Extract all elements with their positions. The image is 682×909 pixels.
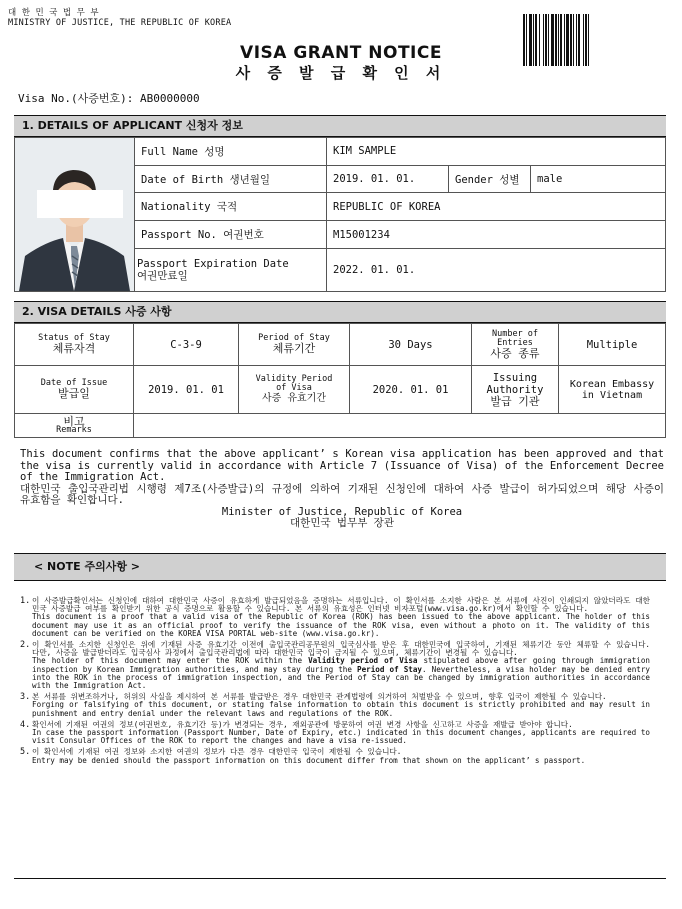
note-1-ko: 이 사증발급확인서는 신청인에 대하여 대한민국 사증이 유효하게 발급되었음을 증명하는 서류입니다. 이 확인서를 소지한 사람은 본 서류에 사진이 인쇄되지 않았더라도 대한민국 사증발급 여부를 확인받기 위한 공식 증명으로 활용할 수 있습니다. 본 서류의 유효성은 인터넷 비자포털(www.visa.go.kr)에서 확인할 수 있습니다. bbox=[32, 596, 650, 614]
note-4-en: In case the passport information (Passport Number, Date of Expiry, etc.) indicated in this document changes, applicants are required to visit Consular Offices of the ROK to report the changes and have a visa re-issued. bbox=[32, 728, 650, 746]
gender-value: male bbox=[531, 165, 666, 193]
period-of-stay-label bbox=[239, 324, 350, 366]
entries-label-ko: 사증 종류 bbox=[490, 346, 540, 360]
issuing-authority-label bbox=[472, 366, 559, 414]
validity-period-value: 2020. 01. 01 bbox=[350, 366, 472, 414]
full-name-label: Full Name 성명 bbox=[135, 138, 327, 166]
validity-period-label-ko: 사증 유효기간 bbox=[262, 393, 326, 404]
date-of-issue-value: 2019. 01. 01 bbox=[134, 366, 239, 414]
note-2-en bbox=[32, 657, 650, 690]
note-5-ko: 이 확인서에 기재된 여권 정보와 소지한 여권의 정보가 다른 경우 대한민국 입국이 제한될 수 있습니다. bbox=[32, 747, 402, 757]
document-title-en: VISA GRANT NOTICE bbox=[240, 43, 442, 63]
note-1-en: This document is a proof that a valid visa of the Republic of Korea (ROK) has been issued to the above applicant. The holder of this document may use it as an official proof to verify the issuance of the ROK visa, even without a photo on it. The validity of this document can be verified on the KOREA VISA PORTAL web-site (www.visa.go.kr). bbox=[32, 612, 650, 638]
remarks-label-en: Remarks bbox=[56, 425, 92, 435]
entries-label-en: Number of Entries bbox=[491, 328, 539, 348]
section-visa-header: 2. VISA DETAILS 사증 사항 bbox=[14, 301, 666, 323]
date-of-issue-label-en: Date of Issue bbox=[40, 378, 108, 388]
signer-en: Minister of Justice, Republic of Korea bbox=[221, 505, 463, 518]
date-of-issue-label-ko: 발급일 bbox=[58, 387, 90, 400]
list-item: 5. 이 확인서에 기재된 여권 정보와 소지한 여권의 정보가 다른 경우 대한민국 입국이 제한될 수 있습니다. Entry may be denied should the passport information on this document differ from that shown on the applicant’ s passport. bbox=[20, 748, 650, 764]
table-row bbox=[15, 414, 666, 438]
note-5-en: Entry may be denied should the passport information on this document differ from that shown on the applicant’ s passport. bbox=[32, 755, 586, 765]
status-of-stay-value: C-3-9 bbox=[134, 324, 239, 366]
note-2-en-bold: Validity period of Visa bbox=[308, 656, 418, 666]
privacy-mask bbox=[37, 190, 123, 218]
entries-label bbox=[472, 324, 559, 366]
ministry-header bbox=[8, 8, 231, 28]
validity-period-label-en: Validity Period of Visa bbox=[255, 374, 333, 393]
confirmation-text bbox=[20, 449, 664, 530]
issuing-authority-label-en: Issuing Authority bbox=[486, 371, 544, 396]
list-item: 1. 이 사증발급확인서는 신청인에 대하여 대한민국 사증이 유효하게 발급되었음을 증명하는 서류입니다. 이 확인서를 소지한 사람은 본 서류에 사진이 인쇄되지 않았더라도 대한민국 사증발급 여부를 확인받기 위한 공식 증명으로 활용할 수 있습니다. 본 서류의 유효성은 인터넷 비자포털(www.visa.go.kr)에서 확인할 수 있습니다. This document is a proof that a valid visa of the Republic of Korea (ROK) has been issued to the above applicant. The holder of this document may use it as an official proof to verify the issuance of the ROK visa, even without a photo on it. The validity of this document can be verified on the KOREA VISA PORTAL web-site (www.visa.go.kr). bbox=[20, 596, 650, 638]
dob-label: Date of Birth 생년월일 bbox=[135, 165, 327, 193]
signer-ko: 대한민국 법무부 장관 bbox=[290, 517, 394, 529]
remarks-label-ko: 비고 bbox=[63, 415, 85, 428]
period-of-stay-label-ko: 체류기간 bbox=[272, 342, 316, 355]
passport-expiration-label-en: Passport Expiration Date bbox=[137, 257, 289, 270]
period-of-stay-label-en: Period of Stay bbox=[258, 333, 330, 343]
ministry-name-ko: 대 한 민 국 법 무 부 bbox=[8, 8, 99, 18]
note-2-ko: 이 확인서를 소지한 신청인은 위에 기재된 사증 유효기간 이전에 출입국관리공무원의 입국심사를 받은 후 대한민국에 입국하여, 기재된 체류기간 동안 체류할 수 있습니다. 다만, 사증을 발급받더라도 입국심사 과정에서 출입국관리법에 따라 대한민국 입국이 금지될 수 있으며, 체류기간이 변경될 수 있습니다. bbox=[32, 640, 650, 658]
status-of-stay-label bbox=[15, 324, 134, 366]
confirmation-en: This document confirms that the above applicant’ s Korean visa application has been approved and that the visa is currently valid in accordance with Article 7 (Issuance of Visa) of the Enforcement Decree of the Immigration Act. bbox=[20, 448, 664, 483]
ministry-name-en: MINISTRY OF JUSTICE, THE REPUBLIC OF KOREA bbox=[8, 18, 232, 28]
dob-value: 2019. 01. 01. bbox=[327, 165, 449, 193]
nationality-label: Nationality 국적 bbox=[135, 193, 327, 221]
entries-value: Multiple bbox=[559, 324, 666, 366]
table-row bbox=[15, 324, 666, 366]
period-of-stay-value: 30 Days bbox=[350, 324, 472, 366]
passport-expiration-value: 2022. 01. 01. bbox=[327, 248, 666, 291]
bottom-divider bbox=[14, 878, 666, 879]
issuing-authority-label-ko: 발급 기관 bbox=[490, 394, 540, 408]
nationality-value: REPUBLIC OF KOREA bbox=[327, 193, 666, 221]
remarks-value bbox=[134, 414, 666, 438]
note-2-en-part: . Nevertheless, a visa holder may be denied entry into the ROK in the process of immigration inspection, and the Period of Stay can be changed by immigration authorities in accordance with the Immigration Act. bbox=[32, 664, 650, 691]
list-item: 2. 이 확인서를 소지한 신청인은 위에 기재된 사증 유효기간 이전에 출입국관리공무원의 입국심사를 받은 후 대한민국에 입국하여, 기재된 체류기간 동안 체류할 수 있습니다. 다만, 사증을 발급받더라도 입국심사 과정에서 출입국관리법에 따라 대한민국 입국이 금지될 수 있으며, 체류기간이 변경될 수 있습니다. The holder of this document may enter the ROK within the Validity period of Visa stipulated above after going through immigration inspection by Korean Immigration authorities, and may stay during the Period of Stay. Nevertheless, a visa holder may be denied entry into the ROK in the process of immigration inspection, and the Period of Stay can be changed by immigration authorities in accordance with the Immigration Act. bbox=[20, 640, 650, 691]
visa-details-table bbox=[14, 323, 666, 438]
validity-period-label bbox=[239, 366, 350, 414]
applicant-table bbox=[14, 137, 666, 292]
passport-number-label: Passport No. 여권번호 bbox=[135, 221, 327, 249]
date-of-issue-label bbox=[15, 366, 134, 414]
applicant-photo bbox=[15, 138, 134, 291]
passport-expiration-label bbox=[135, 248, 327, 291]
table-row bbox=[15, 138, 666, 166]
section-applicant-header: 1. DETAILS OF APPLICANT 신청자 정보 bbox=[14, 115, 666, 137]
note-3-ko: 본 서류를 위변조하거나, 허위의 사실을 제시하여 본 서류를 발급받은 경우 대한민국 관계법령에 의거하여 처벌받을 수 있으며, 향후 입국이 제한될 수 있습니다. bbox=[32, 692, 607, 702]
list-item: 4. 확인서에 기재된 여권의 정보(여권번호, 유효기간 등)가 변경되는 경우, 재외공관에 방문하여 여권 변경 사항을 신고하고 사증을 재발급 받아야 합니다. In case the passport information (Passport Number, Date of Expiry, etc.) indicated in this document changes, applicants are required to visit Consular Offices of the ROK to report the changes and have a visa re-issued. bbox=[20, 719, 650, 746]
passport-number-value: M15001234 bbox=[327, 221, 666, 249]
passport-expiration-label-ko: 여권만료일 bbox=[137, 269, 188, 282]
note-2-en-part: stipulated above after going through immigration inspection by Korean Immigration authorities, and may stay during the bbox=[32, 656, 650, 674]
confirmation-ko: 대한민국 출입국관리법 시행령 제7조(사증발급)의 규정에 의하여 기재된 신청인에 대하여 사증 발급이 허가되었으며 해당 사증이 유효함을 확인합니다. bbox=[20, 482, 664, 506]
status-of-stay-label-ko: 체류자격 bbox=[52, 342, 96, 355]
note-4-ko: 확인서에 기재된 여권의 정보(여권번호, 유효기간 등)가 변경되는 경우, 재외공관에 방문하여 여권 변경 사항을 신고하고 사증을 재발급 받아야 합니다. bbox=[32, 719, 573, 729]
photo-cell bbox=[15, 138, 135, 292]
gender-label: Gender 성별 bbox=[449, 165, 531, 193]
list-item: 3. 본 서류를 위변조하거나, 허위의 사실을 제시하여 본 서류를 발급받은 경우 대한민국 관계법령에 의거하여 처벌받을 수 있으며, 향후 입국이 제한될 수 있습니다. Forging or falsifying of this document, or stating false information to obtain this document is strictly prohibited and may result in punishment and entry denial under the relevant laws and regulations of the ROK. bbox=[20, 692, 650, 718]
full-name-value: KIM SAMPLE bbox=[327, 138, 666, 166]
status-of-stay-label-en: Status of Stay bbox=[38, 333, 110, 343]
document-title-ko: 사 증 발 급 확 인 서 bbox=[235, 64, 447, 82]
table-row bbox=[15, 366, 666, 414]
note-2-en-part: The holder of this document may enter the ROK within the bbox=[32, 656, 309, 666]
remarks-label bbox=[15, 414, 134, 438]
note-2-en-bold: Period of Stay bbox=[357, 664, 422, 674]
issuing-authority-value: Korean Embassy in Vietnam bbox=[559, 366, 666, 414]
notes-header: < NOTE 주의사항 > bbox=[14, 553, 666, 581]
visa-number: Visa No.(사증번호): AB0000000 bbox=[18, 92, 200, 105]
note-3-en: Forging or falsifying of this document, or stating false information to obtain this document is strictly prohibited and may result in punishment and entry denial under the relevant laws and regulations of the ROK. bbox=[32, 700, 650, 718]
notes-list bbox=[20, 597, 650, 768]
